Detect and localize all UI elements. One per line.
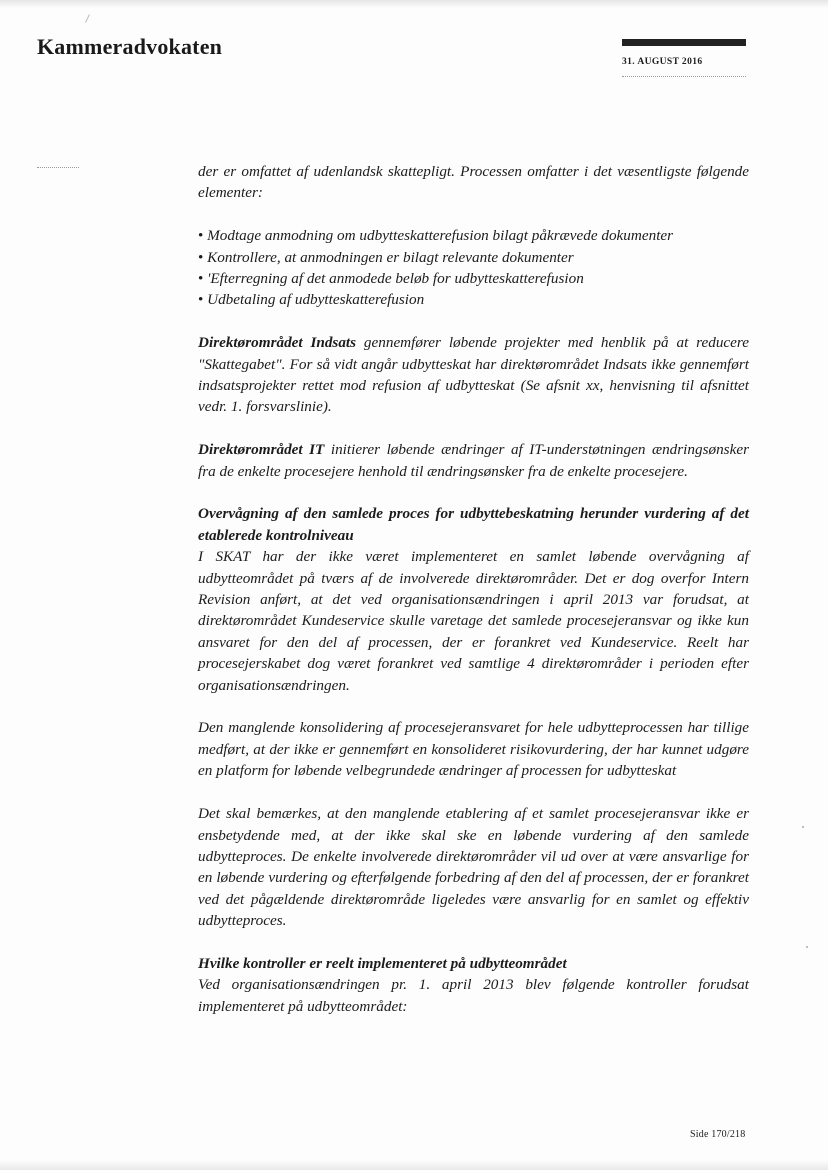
list-item: • 'Efterregning af det anmodede beløb for udbytteskatterefusion <box>198 268 749 289</box>
list-item: • Udbetaling af udbytteskatterefusion <box>198 289 749 310</box>
scan-top-edge <box>0 0 828 8</box>
header-dotted-rule <box>622 76 746 77</box>
it-paragraph <box>198 439 749 482</box>
intro-paragraph: der er omfattet af udenlandsk skattepligt. Processen omfatter i det væsentligste følgende elementer: <box>198 163 749 202</box>
margin-dotted-rule <box>37 167 79 168</box>
header-bar <box>622 39 746 46</box>
page-number: Side 170/218 <box>690 1129 746 1140</box>
document-date: 31. AUGUST 2016 <box>622 57 703 67</box>
process-elements-list <box>198 225 749 311</box>
controls-paragraph: Ved organisationsændringen pr. 1. april 2013 blev følgende kontroller forudsat implementeret på udbytteområdet: <box>198 976 749 1015</box>
it-text: initierer løbende ændringer af IT-understøtningen ændringsønsker fra de enkelte procesejere henhold til ændringsønsker fra de enkelte procesejere. <box>198 441 749 480</box>
list-item: • Modtage anmodning om udbytteskatterefusion bilagt påkrævede dokumenter <box>198 225 749 246</box>
remark-paragraph: Det skal bemærkes, at den manglende etablering af et samlet procesejeransvar ikke er ensbetydende med, at der ikke skal ske en løbende vurdering af den samlede udbytteproces. De enkelte involverede direktørområder vil ud over at være ansvarlige for en løbende vurdering og efterfølgende forbedring af den del af processen, der er forankret ved det pågældende direktørområde ligeledes være ansvarlig for en samlet og effektiv udbytteproces. <box>198 805 749 930</box>
scan-stray-mark <box>85 14 90 23</box>
controls-heading: Hvilke kontroller er reelt implementeret på udbytteområdet <box>198 954 567 972</box>
scan-bottom-edge <box>0 1160 828 1170</box>
consolidation-paragraph: Den manglende konsolidering af procesejeransvaret for hele udbytteprocessen har tillige medført, at der ikke er gennemført en konsolideret risikovurdering, der har kunnet udgøre en platform for løbende velbegrundede ændringer af processen for udbytteskat <box>198 719 749 780</box>
monitoring-paragraph: I SKAT har der ikke været implementeret en samlet løbende overvågning af udbytteområdet på tværs af de involverede direktørområder. Det er dog overfor Intern Revision anført, at det ved organisationsændringen i april 2013 var forudsat, at direktørområdet Kundeservice skulle varetage det samlede procesejeransvar og ikke kun ansvaret for den del af processen, der er forankret ved Kundeservice. Reelt har procesejerskabet dog været forankret ved samtlige 4 direktørområder i perioden efter organisationsændringen. <box>198 548 749 694</box>
scan-speck <box>806 946 808 948</box>
list-item: • Kontrollere, at anmodningen er bilagt relevante dokumenter <box>198 247 749 268</box>
scan-speck <box>802 826 804 828</box>
indsats-text: gennemfører løbende projekter med henblik på at reducere "Skattegabet". For så vidt angår udbytteskat har direktørområdet Indsats ikke gennemført indsatsprojekter rettet mod refusion af udbytteskat (Se afsnit xx, henvisning til afsnittet vedr. 1. forsvarslinie). <box>198 334 749 416</box>
indsats-lead: Direktørområdet Indsats <box>198 334 357 352</box>
organization-name: Kammeradvokaten <box>37 34 223 59</box>
monitoring-heading: Overvågning af den samlede proces for udbyttebeskatning herunder vurdering af det etablerede kontrolniveau <box>198 505 749 544</box>
document-body <box>198 161 749 1017</box>
indsats-paragraph <box>198 332 749 418</box>
it-lead: Direktørområdet IT <box>198 441 325 459</box>
